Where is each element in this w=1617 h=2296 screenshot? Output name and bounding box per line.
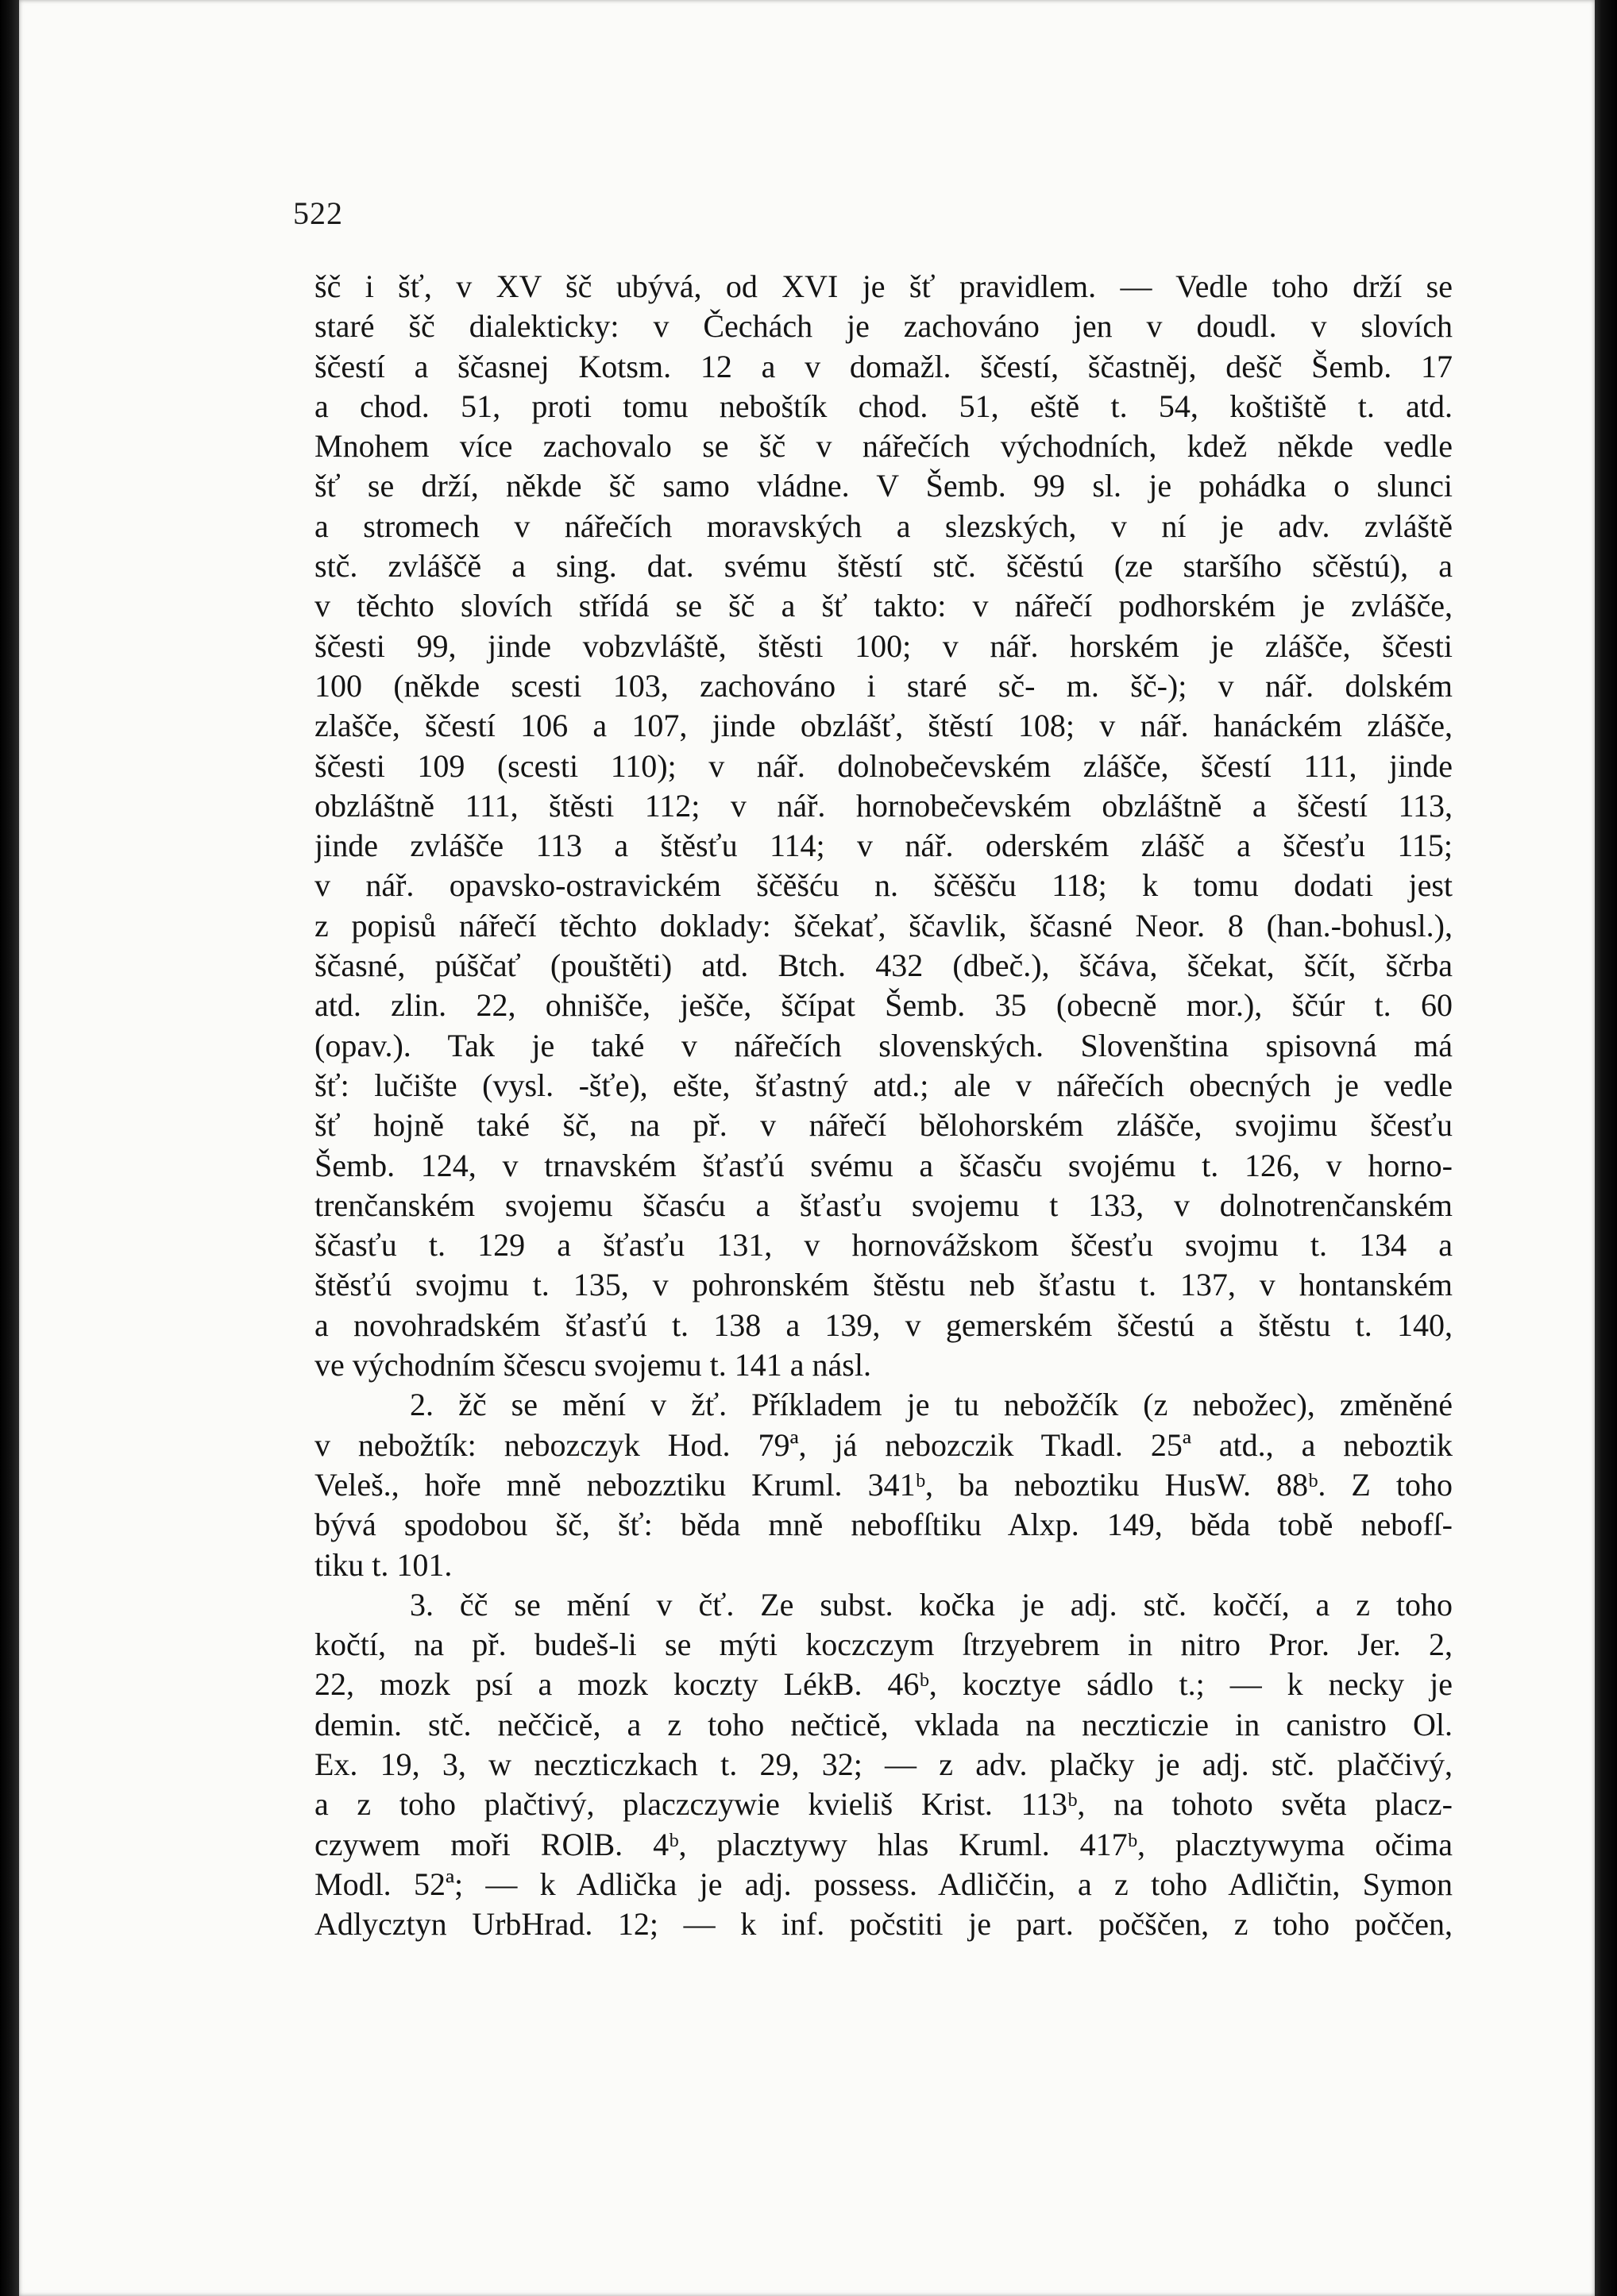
- text-line: ščasné, púščať (pouštěti) atd. Btch. 432 (dbeč.), ščáva, ščekat, ščít, ščrba: [315, 947, 1453, 984]
- text-line: czywem moři ROlB. 4ᵇ, placztywy hlas Kruml. 417ᵇ, placztywyma očima: [315, 1826, 1453, 1862]
- text-line: a novohradském šťasťú t. 138 a 139, v gemerském ščestú a štěstu t. 140,: [315, 1306, 1453, 1343]
- text-line: tiku t. 101.: [315, 1546, 453, 1583]
- text-line: trenčanském svojemu ščasću a šťasťu svojemu t 133, v dolnotrenčanském: [315, 1187, 1453, 1223]
- text-line: 2. žč se mění v žť. Příkladem je tu nebožčík (z nebožec), změněné: [410, 1387, 1453, 1423]
- text-line: demin. stč. neččicě, a z toho nečticě, vklada na neczticzie in canistro Ol.: [315, 1706, 1453, 1742]
- text-line: staré šč dialekticky: v Čechách je zachováno jen v doudl. v slovích: [315, 308, 1453, 345]
- text-line: v nebožtík: nebozczyk Hod. 79ª, já nebozczik Tkadl. 25ª atd., a neboztik: [315, 1426, 1453, 1463]
- text-line: ve východním ščescu svojemu t. 141 a násl.: [315, 1347, 871, 1383]
- body-text: [315, 267, 1453, 1985]
- book-page: [19, 0, 1595, 2296]
- text-line: šť hojně také šč, na př. v nářečí bělohorském zlášče, svojimu ščesťu: [315, 1107, 1453, 1144]
- scan-left-edge: [0, 0, 19, 2296]
- scan-right-edge: [1595, 0, 1617, 2296]
- text-line: ščesti 109 (scesti 110); v nář. dolnobečevském zlášče, ščestí 111, jinde: [315, 747, 1453, 784]
- text-line: ščestí a ščasnej Kotsm. 12 a v domažl. ščestí, ščastněj, dešč Šemb. 17: [315, 348, 1453, 384]
- text-line: šč i šť, v XV šč ubývá, od XVI je šť pravidlem. — Vedle toho drží se: [315, 268, 1453, 304]
- text-line: a z toho plačtivý, placzczywie kvieliš Krist. 113ᵇ, na tohoto světa placz-: [315, 1786, 1453, 1823]
- text-line: 100 (někde scesti 103, zachováno i staré sč- m. šč-); v nář. dolském: [315, 667, 1453, 704]
- text-line: v těchto slovích střídá se šč a šť takto: v nářečí podhorském je zvlášče,: [315, 588, 1453, 624]
- text-line: šť se drží, někde šč samo vládne. V Šemb. 99 sl. je pohádka o slunci: [315, 468, 1453, 504]
- text-line: ščasťu t. 129 a šťasťu 131, v hornovážskom ščesťu svojmu t. 134 a: [315, 1227, 1453, 1264]
- text-line: obzláštně 111, štěsti 112; v nář. hornobečevském obzláštně a ščestí 113,: [315, 787, 1453, 824]
- text-line: z popisů nářečí těchto doklady: ščekať, ščavlik, ščasné Neor. 8 (han.-bohusl.),: [315, 907, 1453, 943]
- text-line: Šemb. 124, v trnavském šťasťú svému a ščasču svojému t. 126, v horno-: [315, 1147, 1453, 1183]
- text-line: v nář. opavsko-ostravickém ščěšću n. ščěšču 118; k tomu dodati jest: [315, 867, 1453, 904]
- text-line: [315, 1944, 1453, 1984]
- text-line: (opav.). Tak je také v nářečích slovenských. Slovenština spisovná má: [315, 1027, 1453, 1063]
- text-line: 3. čč se mění v čť. Ze subst. kočka je adj. stč. koččí, a z toho: [410, 1586, 1453, 1623]
- text-line: Mnohem více zachovalo se šč v nářečích východních, kdež někde vedle: [315, 428, 1453, 465]
- text-line: bývá spodobou šč, šť: běda mně nebofſtiku Alxp. 149, běda tobě nebofſ-: [315, 1507, 1453, 1543]
- text-line: šť: lučište (vysl. -šťe), ešte, šťastný atd.; ale v nářečích obecných je vedle: [315, 1067, 1453, 1103]
- text-line: zlašče, ščestí 106 a 107, jinde obzlášť, štěstí 108; v nář. hanáckém zlášče,: [315, 708, 1453, 744]
- text-line: Ex. 19, 3, w neczticzkach t. 29, 32; — z adv. plačky je adj. stč. plaččivý,: [315, 1746, 1453, 1782]
- page-number: 522: [293, 195, 343, 231]
- text-line: 22, mozk psí a mozk koczty LékB. 46ᵇ, kocztye sádlo t.; — k necky je: [315, 1666, 1453, 1703]
- text-line: kočtí, na př. budeš-li se mýti koczczym ſtrzyebrem in nitro Pror. Jer. 2,: [315, 1626, 1453, 1663]
- text-line: jinde zvlášče 113 a štěsťu 114; v nář. oderském zlášč a ščesťu 115;: [315, 828, 1453, 864]
- text-line: a stromech v nářečích moravských a slezských, v ní je adv. zvláště: [315, 507, 1453, 544]
- text-line: Veleš., hoře mně nebozztiku Kruml. 341ᵇ, ba neboztiku HusW. 88ᵇ. Z toho: [315, 1466, 1453, 1503]
- text-line: Modl. 52ª; — k Adlička je adj. possess. Adliččin, a z toho Adličtin, Symon: [315, 1866, 1453, 1902]
- text-line: stč. zvláščě a sing. dat. svému štěstí stč. ščěstú (ze staršího sčěstú), a: [315, 548, 1453, 585]
- text-line: štěsťú svojmu t. 135, v pohronském štěstu neb šťastu t. 137, v hontanském: [315, 1267, 1453, 1303]
- text-line: atd. zlin. 22, ohnišče, ješče, ščípat Šemb. 35 (obecně mor.), ščúr t. 60: [315, 987, 1453, 1024]
- text-line: a chod. 51, proti tomu neboštík chod. 51, eště t. 54, koštiště t. atd.: [315, 388, 1453, 424]
- text-line: ščesti 99, jinde vobzvláště, štěsti 100; v nář. horském je zlášče, ščesti: [315, 627, 1453, 664]
- text-line: Adlycztyn UrbHrad. 12; — k inf. počstiti je part. počščen, z toho poččen,: [315, 1906, 1453, 1943]
